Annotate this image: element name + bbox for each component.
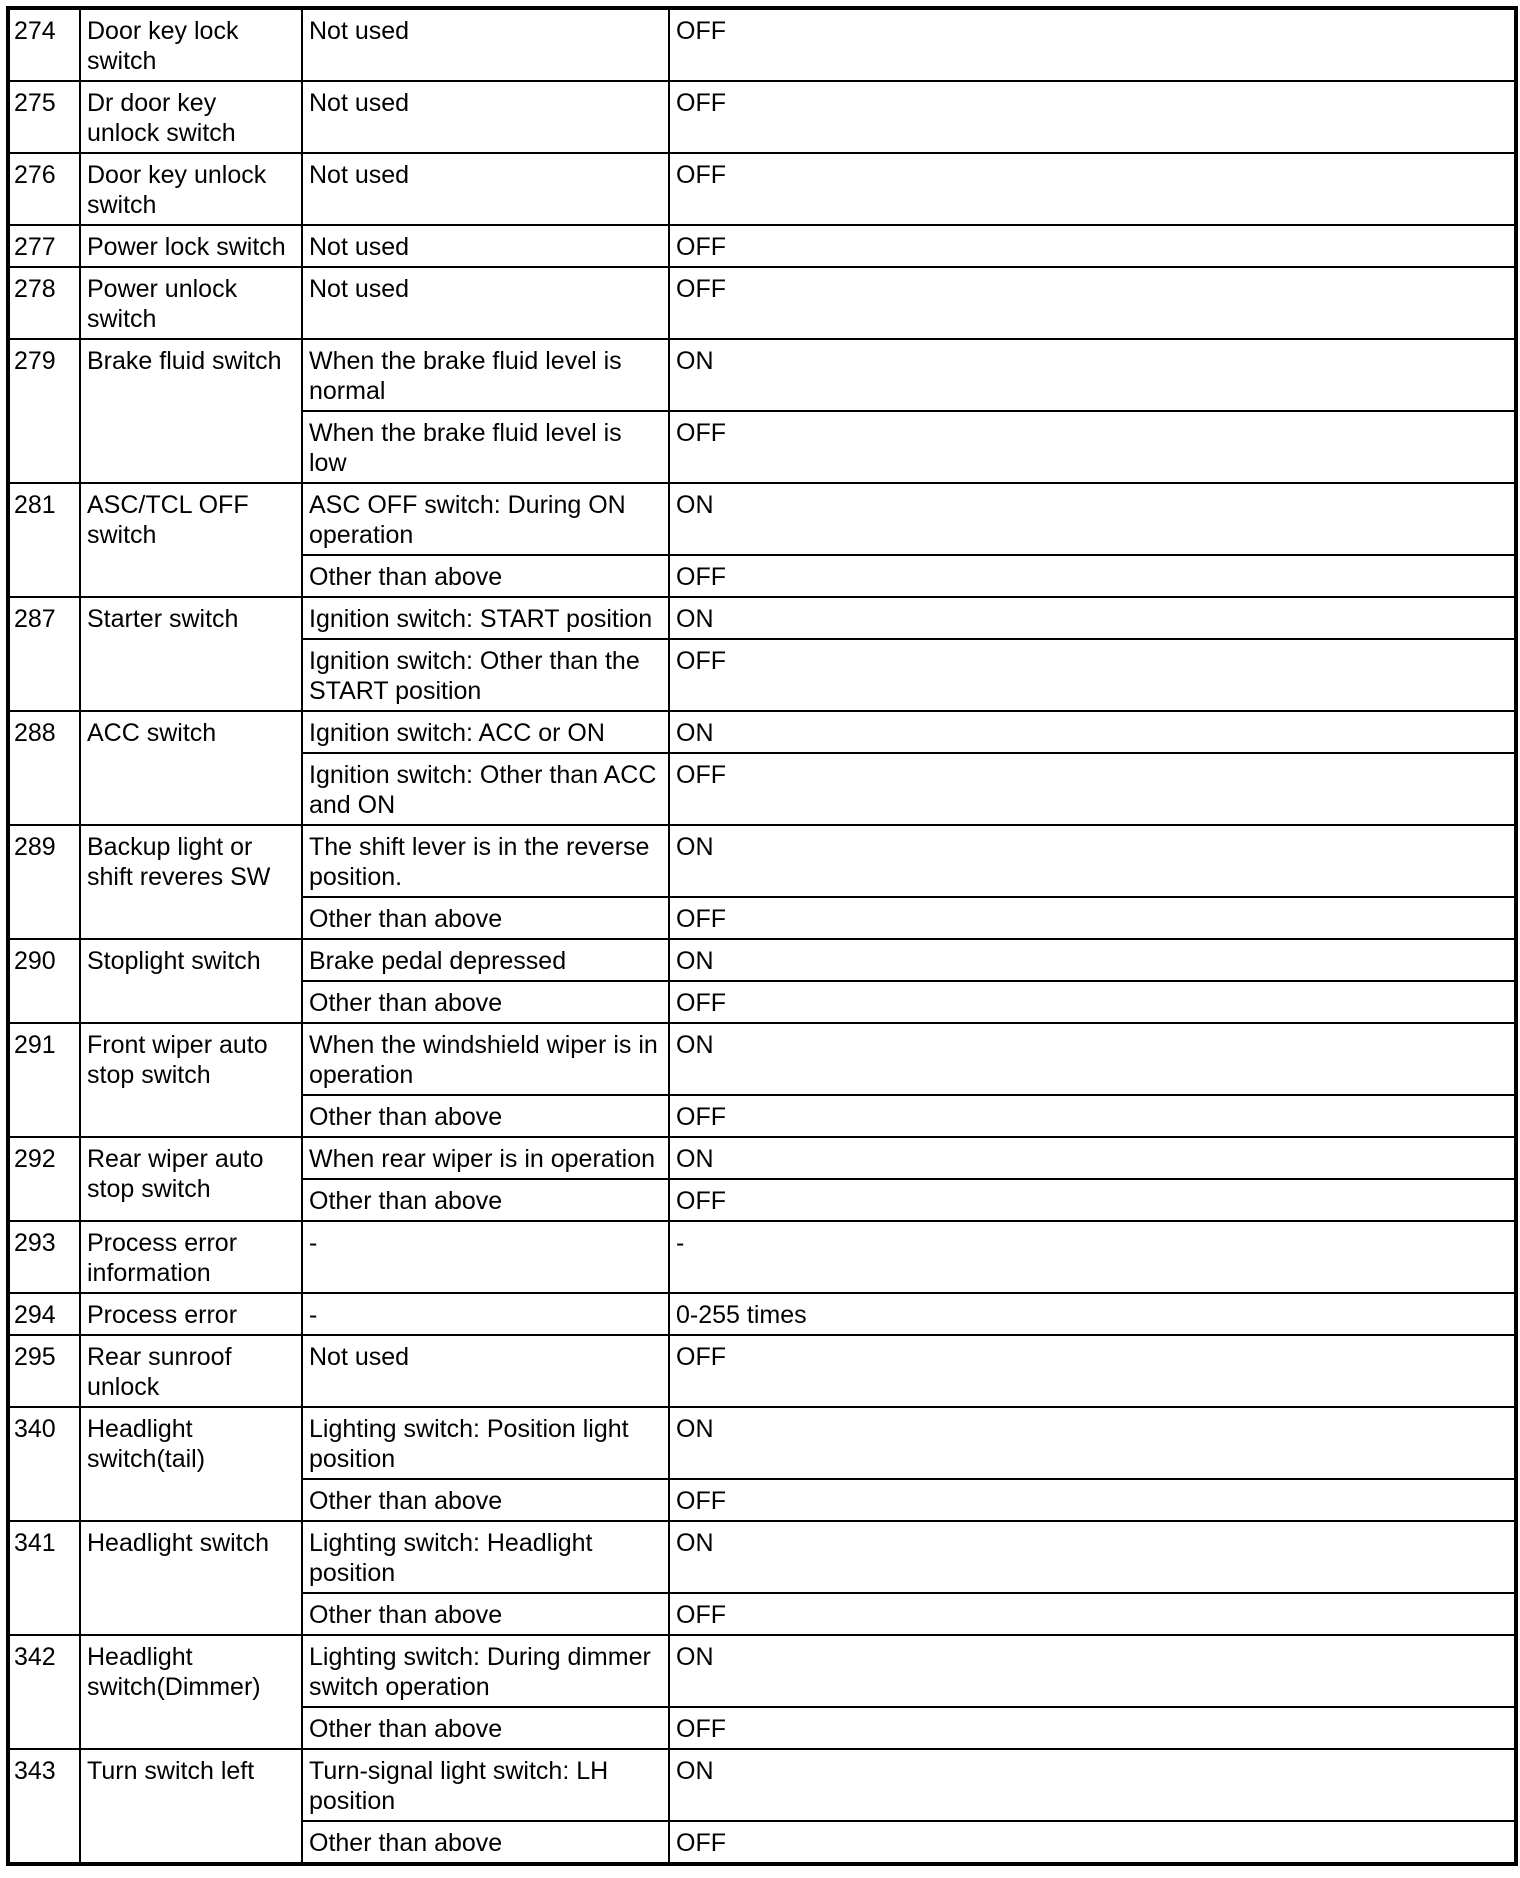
table-row <box>8 1407 1516 1479</box>
item-name: Process error <box>80 1293 302 1335</box>
check-condition: ASC OFF switch: During ON operation <box>302 483 669 555</box>
normal-condition-value: OFF <box>669 1821 1516 1864</box>
check-condition: Other than above <box>302 1095 669 1137</box>
check-condition: Not used <box>302 81 669 153</box>
check-condition: Other than above <box>302 1479 669 1521</box>
normal-condition-value: - <box>669 1221 1516 1293</box>
normal-condition-value: OFF <box>669 153 1516 225</box>
normal-condition-value: OFF <box>669 1707 1516 1749</box>
table-row <box>8 1749 1516 1821</box>
table-row <box>8 225 1516 267</box>
check-condition: The shift lever is in the reverse position. <box>302 825 669 897</box>
table-row <box>8 1293 1516 1335</box>
table-row <box>8 1221 1516 1293</box>
item-number: 292 <box>8 1137 80 1221</box>
normal-condition-value: OFF <box>669 81 1516 153</box>
check-condition: When rear wiper is in operation <box>302 1137 669 1179</box>
item-name: Front wiper auto stop switch <box>80 1023 302 1137</box>
table-row <box>8 153 1516 225</box>
item-name: Rear wiper auto stop switch <box>80 1137 302 1221</box>
item-name: Brake fluid switch <box>80 339 302 483</box>
item-number: 287 <box>8 597 80 711</box>
normal-condition-value: OFF <box>669 1335 1516 1407</box>
item-name: Door key lock switch <box>80 8 302 81</box>
normal-condition-value: ON <box>669 483 1516 555</box>
normal-condition-value: OFF <box>669 897 1516 939</box>
item-name: Rear sunroof unlock <box>80 1335 302 1407</box>
item-number: 277 <box>8 225 80 267</box>
check-condition: Other than above <box>302 1179 669 1221</box>
normal-condition-value: OFF <box>669 639 1516 711</box>
item-number: 275 <box>8 81 80 153</box>
normal-condition-value: ON <box>669 939 1516 981</box>
table-row <box>8 8 1516 81</box>
normal-condition-value: OFF <box>669 1479 1516 1521</box>
check-condition: When the brake fluid level is normal <box>302 339 669 411</box>
item-name: Power lock switch <box>80 225 302 267</box>
check-condition: - <box>302 1293 669 1335</box>
item-name: Backup light or shift reveres SW <box>80 825 302 939</box>
check-condition: When the windshield wiper is in operation <box>302 1023 669 1095</box>
normal-condition-value: ON <box>669 597 1516 639</box>
normal-condition-value: OFF <box>669 981 1516 1023</box>
normal-condition-value: ON <box>669 1137 1516 1179</box>
normal-condition-value: ON <box>669 1749 1516 1821</box>
check-condition: Not used <box>302 1335 669 1407</box>
check-condition: Other than above <box>302 1707 669 1749</box>
check-condition: Ignition switch: Other than ACC and ON <box>302 753 669 825</box>
item-number: 341 <box>8 1521 80 1635</box>
normal-condition-value: OFF <box>669 555 1516 597</box>
normal-condition-value: ON <box>669 825 1516 897</box>
check-condition: - <box>302 1221 669 1293</box>
item-number: 293 <box>8 1221 80 1293</box>
check-condition: Other than above <box>302 1593 669 1635</box>
item-name: Dr door key unlock switch <box>80 81 302 153</box>
item-number: 343 <box>8 1749 80 1864</box>
normal-condition-value: ON <box>669 711 1516 753</box>
normal-condition-value: ON <box>669 1635 1516 1707</box>
check-condition: Not used <box>302 153 669 225</box>
normal-condition-value: ON <box>669 1407 1516 1479</box>
normal-condition-value: OFF <box>669 8 1516 81</box>
check-condition: Lighting switch: Headlight position <box>302 1521 669 1593</box>
normal-condition-value: OFF <box>669 1179 1516 1221</box>
data-list-table <box>6 6 1518 1866</box>
item-name: Headlight switch(Dimmer) <box>80 1635 302 1749</box>
normal-condition-value: OFF <box>669 225 1516 267</box>
item-number: 281 <box>8 483 80 597</box>
item-number: 295 <box>8 1335 80 1407</box>
item-number: 289 <box>8 825 80 939</box>
normal-condition-value: OFF <box>669 411 1516 483</box>
item-number: 288 <box>8 711 80 825</box>
check-condition: Turn-signal light switch: LH position <box>302 1749 669 1821</box>
table-row <box>8 711 1516 753</box>
check-condition: Not used <box>302 8 669 81</box>
item-number: 279 <box>8 339 80 483</box>
item-number: 291 <box>8 1023 80 1137</box>
table-row <box>8 81 1516 153</box>
check-condition: Other than above <box>302 981 669 1023</box>
check-condition: Not used <box>302 267 669 339</box>
item-name: Turn switch left <box>80 1749 302 1864</box>
item-name: Stoplight switch <box>80 939 302 1023</box>
table-row <box>8 1635 1516 1707</box>
item-name: Headlight switch <box>80 1521 302 1635</box>
table-row <box>8 1023 1516 1095</box>
table-row <box>8 1335 1516 1407</box>
item-number: 294 <box>8 1293 80 1335</box>
document-page <box>6 6 1518 1866</box>
check-condition: Not used <box>302 225 669 267</box>
check-condition: Ignition switch: ACC or ON <box>302 711 669 753</box>
item-name: ASC/TCL OFF switch <box>80 483 302 597</box>
item-number: 278 <box>8 267 80 339</box>
item-number: 290 <box>8 939 80 1023</box>
item-number: 276 <box>8 153 80 225</box>
item-number: 342 <box>8 1635 80 1749</box>
table-row <box>8 267 1516 339</box>
item-number: 274 <box>8 8 80 81</box>
normal-condition-value: ON <box>669 339 1516 411</box>
check-condition: Lighting switch: During dimmer switch operation <box>302 1635 669 1707</box>
normal-condition-value: OFF <box>669 753 1516 825</box>
check-condition: Other than above <box>302 1821 669 1864</box>
normal-condition-value: 0-255 times <box>669 1293 1516 1335</box>
table-row <box>8 825 1516 897</box>
normal-condition-value: OFF <box>669 267 1516 339</box>
item-name: Power unlock switch <box>80 267 302 339</box>
check-condition: Other than above <box>302 897 669 939</box>
table-row <box>8 483 1516 555</box>
table-row <box>8 939 1516 981</box>
check-condition: Other than above <box>302 555 669 597</box>
table-row <box>8 1137 1516 1179</box>
normal-condition-value: OFF <box>669 1095 1516 1137</box>
item-name: Process error information <box>80 1221 302 1293</box>
table-row <box>8 339 1516 411</box>
item-name: Starter switch <box>80 597 302 711</box>
check-condition: Brake pedal depressed <box>302 939 669 981</box>
normal-condition-value: ON <box>669 1521 1516 1593</box>
table-row <box>8 1521 1516 1593</box>
table-body <box>8 8 1516 1864</box>
item-name: Door key unlock switch <box>80 153 302 225</box>
normal-condition-value: OFF <box>669 1593 1516 1635</box>
table-row <box>8 597 1516 639</box>
check-condition: Ignition switch: Other than the START position <box>302 639 669 711</box>
check-condition: Lighting switch: Position light position <box>302 1407 669 1479</box>
item-number: 340 <box>8 1407 80 1521</box>
item-name: ACC switch <box>80 711 302 825</box>
normal-condition-value: ON <box>669 1023 1516 1095</box>
item-name: Headlight switch(tail) <box>80 1407 302 1521</box>
check-condition: When the brake fluid level is low <box>302 411 669 483</box>
check-condition: Ignition switch: START position <box>302 597 669 639</box>
